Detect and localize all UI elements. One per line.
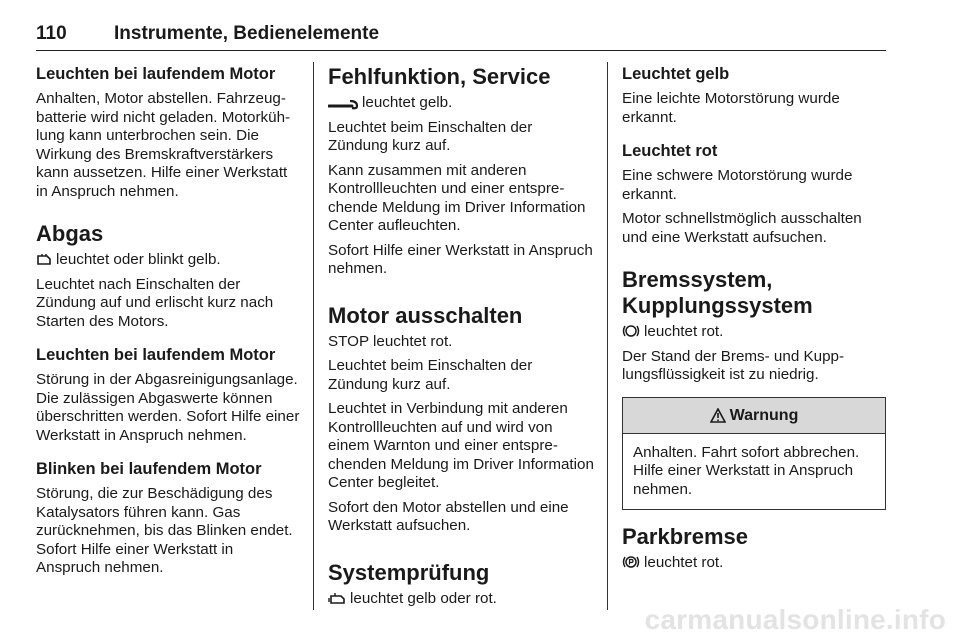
page-header	[36, 20, 886, 51]
warning-text: Anhalten. Fahrt sofort abbrechen. Hilfe einer Werkstatt in Anspruch nehmen.	[633, 443, 860, 498]
paragraph: Der Stand der Brems- und Kupplungsflüssigkeit ist zu niedrig.	[622, 347, 845, 383]
status-line: leuchtet rot.	[622, 554, 886, 573]
page-number: 110	[36, 23, 67, 44]
heading-lights-yellow: Leuchtet gelb	[622, 65, 730, 83]
paragraph: Sofort Hilfe einer Werkstatt in Anspruch nehmen.	[328, 241, 593, 277]
status-line: leuchtet oder blinkt gelb.	[36, 251, 300, 270]
parking-brake-icon	[622, 554, 640, 570]
heading-running-engine: Leuchten bei laufendem Motor	[36, 65, 276, 83]
heading-running-engine: Leuchten bei laufendem Motor	[36, 346, 276, 364]
brake-warning-icon	[622, 323, 640, 339]
heading-parking-brake: Parkbremse	[622, 524, 748, 549]
paragraph: Motor schnellstmöglich ausschalten und eine Werkstatt aufsuchen.	[622, 210, 862, 246]
column-2	[328, 64, 594, 614]
warning-triangle-icon	[710, 408, 726, 423]
status-line: leuchtet rot.	[622, 323, 886, 342]
paragraph: Leuchtet beim Einschalten der Zündung kurz auf.	[328, 118, 533, 154]
heading-blinking: Blinken bei laufendem Motor	[36, 460, 262, 478]
paragraph: Kann zusammen mit anderen Kontrollleuchten und einer entsprechende Meldung im Driver Information Center aufleuchten.	[328, 161, 586, 234]
heading-stop-engine: Motor ausschalten	[328, 302, 523, 328]
paragraph: Leuchtet in Verbindung mit anderen Kontrollleuchten auf und wird von einem Warnton und einer entsprechenden Meldung im Driver Information Center begleitet.	[328, 400, 594, 491]
paragraph: Sofort den Motor abstellen und eine Werkstatt aufsuchen.	[328, 498, 569, 534]
exhaust-icon	[36, 253, 52, 267]
warning-header	[623, 398, 885, 434]
warning-title: Warnung	[729, 406, 799, 424]
column-divider	[313, 62, 314, 610]
wrench-icon	[328, 98, 358, 110]
heading-brake-system: Bremssystem, Kupplungssystem	[622, 267, 813, 318]
heading-service: Fehlfunktion, Service	[328, 64, 551, 89]
paragraph: Störung, die zur Beschädigung des Katalysators führen kann. Gas zurücknehmen, bis das Blinken endet. Sofort Hilfe einer Werkstatt in Anspruch nehmen.	[36, 485, 293, 576]
heading-abgas: Abgas	[36, 221, 104, 246]
heading-lights-red: Leuchtet rot	[622, 142, 718, 160]
paragraph: Anhalten, Motor abstellen. Fahrzeugbatterie wird nicht geladen. Motorkühlung kann unterbrochen sein. Die Wirkung des Bremskraftverstärkers kann aussetzen. Hilfe einer Werkstatt in Anspruch nehmen.	[36, 90, 291, 200]
paragraph: Störung in der Abgasreinigungsanlage. Die zulässigen Abgaswerte können überschritten werden. Sofort Hilfe einer Werkstatt in Anspruch nehmen.	[36, 371, 300, 444]
watermark: carmanualsonline.info	[644, 604, 946, 635]
status-line: leuchtet gelb oder rot.	[328, 590, 594, 609]
paragraph: Leuchtet beim Einschalten der Zündung kurz auf.	[328, 357, 533, 393]
running-title: Instrumente, Bedienelemente	[114, 23, 380, 44]
status-line: leuchtet gelb.	[328, 94, 594, 113]
column-3	[622, 64, 886, 579]
warning-body	[623, 434, 885, 510]
paragraph: Leuchtet nach Einschalten der Zündung auf und erlischt kurz nach Starten des Motors.	[36, 275, 274, 330]
paragraph: Eine schwere Motorstörung wurde erkannt.	[622, 167, 853, 203]
warning-box	[622, 397, 886, 511]
column-1	[36, 64, 300, 584]
column-divider	[607, 62, 608, 610]
engine-check-icon	[328, 592, 346, 606]
paragraph: Eine leichte Motorstörung wurde erkannt.	[622, 90, 840, 126]
heading-system-check: Systemprüfung	[328, 559, 490, 585]
status-line: STOP leuchtet rot.	[328, 332, 453, 350]
